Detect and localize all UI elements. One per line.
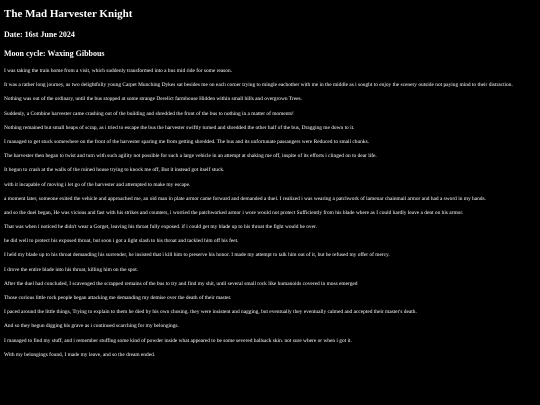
- story-paragraph: And so they begun digging his grave as i continued scarching for my belongings.: [4, 323, 179, 330]
- story-paragraph: with it incapable of moving i let go of the harvester and attempted to make my escape.: [4, 181, 191, 188]
- story-paragraph: With my belongings found, I made my leave, and so the dream ended.: [4, 351, 156, 358]
- story-paragraph: It was a rather long journey, as two delightfully young Carpet Munching Dykes sat besides me on each corner trying to mingle eachother with me in the middle as i sought to enjoy the scenery outside not paying mind to their distraction.: [4, 82, 513, 89]
- story-paragraph: he did well to protect his exposed throat, but soon i got a light slash to his throat and tackled him off his feet.: [4, 238, 239, 245]
- story-paragraph: Those curious little rock people began attacking me demanding my demise over the death of their master.: [4, 295, 232, 301]
- story-paragraph: I paced around the little things, Trying to explain to them he died by his own chosing. they were insistent and nagging, but eventually they eventually calmed and accepted their master's death.: [4, 309, 417, 316]
- story-paragraph: and so the duel began, He was vicious and fast with his strikes and counters, i worried the patchworked armor i wore would not protect Sufficiently from his blade where as I could hardly leave a dent on his armor.: [4, 209, 464, 216]
- story-paragraph: a moment later, someone exited the vehicle and approached me, an old man in plate armor came forward and demanded a duel. I realized i was wearing a patchwork of lamenar chainmail armor and had a sword in my hands.: [4, 195, 486, 202]
- story-paragraph: After the duel had concluded, I scavenged the scrapped remains of the bus to try and find my shit, until several small rock like humanoids covered in moss emerged: [4, 280, 358, 287]
- story-body: [4, 68, 536, 358]
- story-paragraph: I drove the entire blade into his throat, killing him on the spot.: [4, 266, 139, 273]
- story-paragraph: The harvester then began to twist and turn with such agility not possible for such a large vehicle in an attempt at shaking me off, inspite of its efforts i clinged on to dear life.: [4, 153, 377, 160]
- document-title: The Mad Harvester Knight: [4, 8, 133, 20]
- story-paragraph: It begun to crash at the walls of the ruined house trying to knock me off, But it instead got itself stuck.: [4, 167, 225, 174]
- story-paragraph: Nothing remained but small heaps of scrap, as i tried to escape the bus the harvester swiftly turned and shredded the other half of the bus, Dragging me down to it.: [4, 124, 355, 131]
- story-paragraph: I was taking the train home from a visit, which suddenly transformed into a bus mid ride for some reason.: [4, 68, 233, 74]
- story-paragraph: Nothing was out of the ordinary, until the bus stopped at some strange Derelict farmhouse Hidden within small hills and overgrown Trees.: [4, 96, 302, 103]
- story-paragraph: I managed to get stuck somewhere on the front of the harvester sparing me from getting shredded. The bus and its unfortunate passangers were Reduced to small chunks.: [4, 138, 370, 145]
- story-paragraph: Suddenly, a Combine harvester came crashing out of the building and shredded the front of the bus to nothing in a matter of moments!: [4, 110, 294, 117]
- dream-date: Date: 16st June 2024: [4, 30, 75, 39]
- story-paragraph: I held my blade up to his throat demanding his surrender, he insisted that i kill him to preserve his honor. I made my attempt to talk him out of it, but he refused my offer of mercy.: [4, 252, 390, 259]
- moon-cycle: Moon cycle: Waxing Gibbous: [4, 49, 105, 58]
- story-paragraph: That was when i noticed he didn't wear a Gorget, leaving his throat fully exposed. if i could get my blade up to his throat the fight would be over.: [4, 224, 317, 231]
- story-paragraph: I managed to find my stuff, and i remember stuffing some kind of powder inside what appeared to be some severed ballsack skin. not sure where or when i got it.: [4, 337, 352, 344]
